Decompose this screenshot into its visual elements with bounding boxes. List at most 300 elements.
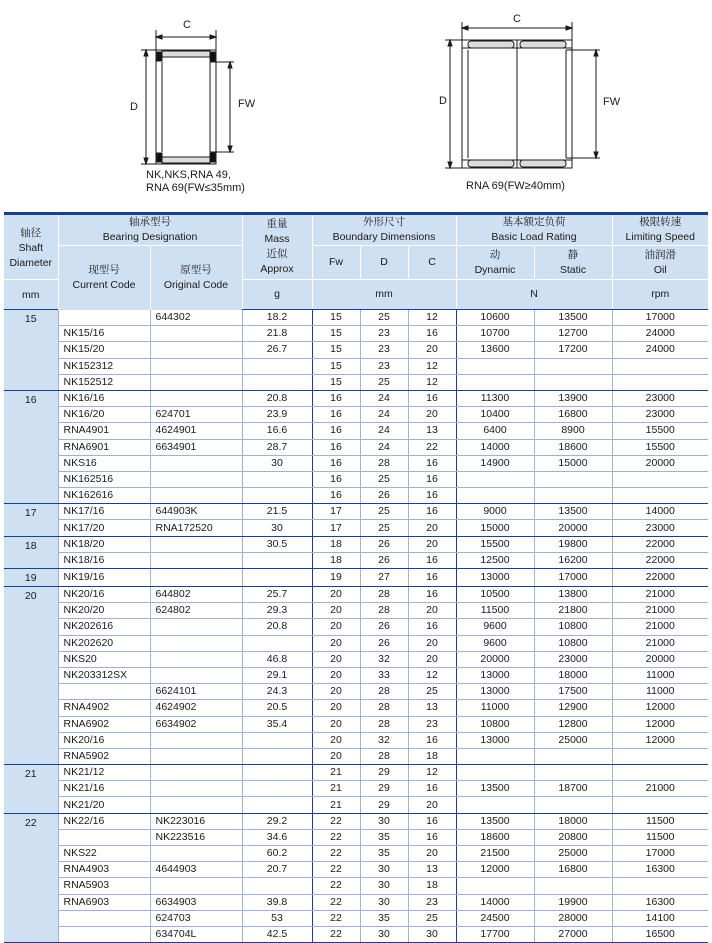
- mass-header-cn2: 近似: [266, 248, 288, 260]
- shaft-diameter-cell: 22: [4, 813, 58, 943]
- shaft-diameter-cell: 19: [4, 569, 58, 587]
- dynamic-load-cell: 14000: [456, 439, 534, 455]
- c-cell: 12: [408, 374, 456, 390]
- table-row: [4, 310, 708, 326]
- fw-cell: 15: [312, 326, 360, 342]
- mass-cell: 26.7: [242, 342, 312, 358]
- mass-cell: 29.1: [242, 667, 312, 683]
- oil-speed-cell: [612, 488, 708, 504]
- table-row: [4, 894, 708, 910]
- shaft-diameter-cell: 21: [4, 765, 58, 814]
- mass-cell: [242, 797, 312, 813]
- d-cell: 28: [360, 455, 408, 471]
- current-code-cell: RNA5903: [58, 878, 150, 894]
- static-load-cell: 10800: [534, 619, 612, 635]
- current-code-cell: [58, 829, 150, 845]
- left-dim-fw: FW: [238, 98, 256, 110]
- d-cell: 35: [360, 829, 408, 845]
- static-load-cell: 13900: [534, 390, 612, 406]
- current-code-cell: RNA4902: [58, 700, 150, 716]
- c-cell: 16: [408, 390, 456, 406]
- c-cell: 16: [408, 569, 456, 587]
- fw-cell: 22: [312, 829, 360, 845]
- oil-speed-cell: 21000: [612, 587, 708, 603]
- static-load-cell: 16800: [534, 862, 612, 878]
- fw-cell: 19: [312, 569, 360, 587]
- dynamic-load-cell: 13500: [456, 813, 534, 829]
- fw-cell: 22: [312, 910, 360, 926]
- static-load-cell: 10800: [534, 635, 612, 651]
- table-row: [4, 374, 708, 390]
- fw-cell: 20: [312, 635, 360, 651]
- mass-header-en2: Approx: [260, 263, 294, 275]
- speed-unit: rpm: [612, 280, 708, 310]
- oil-speed-cell: 11000: [612, 684, 708, 700]
- right-dim-c: C: [513, 13, 521, 25]
- static-load-cell: 13500: [534, 310, 612, 326]
- original-code-cell: [150, 748, 242, 764]
- original-code-cell: [150, 358, 242, 374]
- fw-cell: 15: [312, 342, 360, 358]
- d-cell: 29: [360, 765, 408, 781]
- c-cell: 16: [408, 829, 456, 845]
- c-cell: 20: [408, 520, 456, 536]
- static-load-cell: [534, 797, 612, 813]
- c-cell: 16: [408, 619, 456, 635]
- table-row: [4, 407, 708, 423]
- static-header-en: Static: [559, 263, 587, 276]
- original-code-cell: 624703: [150, 910, 242, 926]
- table-row: [4, 797, 708, 813]
- c-cell: 23: [408, 894, 456, 910]
- original-code-cell: [150, 536, 242, 552]
- oil-speed-cell: 17000: [612, 310, 708, 326]
- d-cell: 23: [360, 358, 408, 374]
- oil-speed-cell: 16300: [612, 862, 708, 878]
- c-cell: 20: [408, 846, 456, 862]
- shaft-header-en2: Diameter: [9, 256, 53, 269]
- static-load-cell: 16200: [534, 552, 612, 568]
- c-cell: 20: [408, 797, 456, 813]
- mass-cell: 46.8: [242, 651, 312, 667]
- oil-speed-cell: [612, 797, 708, 813]
- original-code-cell: [150, 569, 242, 587]
- dynamic-load-cell: [456, 878, 534, 894]
- oil-speed-cell: 23000: [612, 520, 708, 536]
- c-cell: 16: [408, 455, 456, 471]
- c-cell: 18: [408, 878, 456, 894]
- c-cell: 30: [408, 926, 456, 942]
- fw-cell: 17: [312, 520, 360, 536]
- table-row: [4, 439, 708, 455]
- d-cell: 26: [360, 552, 408, 568]
- current-code-cell: NK202620: [58, 635, 150, 651]
- fw-cell: 20: [312, 716, 360, 732]
- oil-speed-cell: 23000: [612, 407, 708, 423]
- fw-cell: 18: [312, 552, 360, 568]
- fw-cell: 15: [312, 374, 360, 390]
- fw-cell: 20: [312, 748, 360, 764]
- oil-speed-cell: 22000: [612, 536, 708, 552]
- d-cell: 32: [360, 651, 408, 667]
- mass-cell: 24.3: [242, 684, 312, 700]
- current-header-cn: 现型号: [88, 263, 120, 276]
- d-cell: 28: [360, 700, 408, 716]
- original-code-cell: [150, 471, 242, 487]
- current-code-cell: NK152512: [58, 374, 150, 390]
- static-load-cell: 12900: [534, 700, 612, 716]
- static-load-cell: 28000: [534, 910, 612, 926]
- fw-cell: 21: [312, 781, 360, 797]
- static-load-cell: [534, 374, 612, 390]
- fw-cell: 21: [312, 797, 360, 813]
- original-code-cell: RNA172520: [150, 520, 242, 536]
- current-code-cell: NK20/20: [58, 603, 150, 619]
- mass-cell: 30: [242, 455, 312, 471]
- dynamic-load-cell: 10700: [456, 326, 534, 342]
- table-row: [4, 504, 708, 520]
- dynamic-load-cell: 13000: [456, 569, 534, 587]
- fw-header: Fw: [312, 246, 360, 280]
- boundary-unit: mm: [312, 280, 456, 310]
- static-load-cell: 20000: [534, 520, 612, 536]
- original-code-cell: [150, 651, 242, 667]
- current-code-cell: NK20/16: [58, 587, 150, 603]
- mass-cell: [242, 732, 312, 748]
- oil-speed-cell: 15500: [612, 439, 708, 455]
- static-header: [534, 246, 612, 280]
- fw-cell: 20: [312, 603, 360, 619]
- table-row: [4, 569, 708, 587]
- oil-speed-cell: 20000: [612, 455, 708, 471]
- bearing-drawings: [0, 0, 712, 210]
- table-row: [4, 326, 708, 342]
- fw-cell: 16: [312, 471, 360, 487]
- original-code-cell: NK223016: [150, 813, 242, 829]
- c-cell: 16: [408, 732, 456, 748]
- current-code-cell: [58, 910, 150, 926]
- c-cell: 13: [408, 700, 456, 716]
- d-cell: 26: [360, 488, 408, 504]
- fw-cell: 16: [312, 423, 360, 439]
- static-load-cell: 27000: [534, 926, 612, 942]
- oil-speed-cell: [612, 748, 708, 764]
- fw-cell: 16: [312, 439, 360, 455]
- current-code-cell: NK21/12: [58, 765, 150, 781]
- c-cell: 13: [408, 862, 456, 878]
- current-code-cell: NK152312: [58, 358, 150, 374]
- current-code-cell: [58, 684, 150, 700]
- mass-cell: 53: [242, 910, 312, 926]
- dynamic-load-cell: 6400: [456, 423, 534, 439]
- table-row: [4, 536, 708, 552]
- fw-cell: 22: [312, 846, 360, 862]
- original-code-cell: 624802: [150, 603, 242, 619]
- d-cell: 26: [360, 536, 408, 552]
- speed-header-en: Limiting Speed: [625, 231, 695, 243]
- spec-table-body: [4, 310, 708, 943]
- mass-header-en1: Mass: [264, 233, 290, 245]
- table-row: [4, 910, 708, 926]
- original-code-cell: 624701: [150, 407, 242, 423]
- load-unit: N: [456, 280, 612, 310]
- shaft-diameter-cell: 18: [4, 536, 58, 568]
- fw-cell: 20: [312, 667, 360, 683]
- current-code-header: [58, 246, 150, 310]
- current-code-cell: RNA6901: [58, 439, 150, 455]
- current-code-cell: RNA4903: [58, 862, 150, 878]
- shaft-diameter-cell: 16: [4, 390, 58, 503]
- current-code-cell: NK162616: [58, 488, 150, 504]
- current-code-cell: NK162516: [58, 471, 150, 487]
- dynamic-load-cell: 17700: [456, 926, 534, 942]
- original-code-cell: 6634902: [150, 716, 242, 732]
- mass-cell: 29.2: [242, 813, 312, 829]
- dynamic-header-en: Dynamic: [474, 263, 516, 276]
- dynamic-load-cell: [456, 765, 534, 781]
- boundary-header-en: Boundary Dimensions: [332, 231, 436, 243]
- static-load-cell: 18000: [534, 813, 612, 829]
- d-cell: 30: [360, 878, 408, 894]
- mass-cell: 20.8: [242, 390, 312, 406]
- table-row: [4, 781, 708, 797]
- static-load-cell: [534, 748, 612, 764]
- fw-cell: 22: [312, 894, 360, 910]
- dynamic-load-cell: 21500: [456, 846, 534, 862]
- limiting-speed-header: [612, 214, 708, 246]
- oil-speed-cell: 22000: [612, 569, 708, 587]
- oil-speed-cell: 11000: [612, 667, 708, 683]
- original-code-cell: [150, 635, 242, 651]
- static-load-cell: [534, 878, 612, 894]
- original-code-cell: [150, 732, 242, 748]
- right-bearing-drawing: [445, 22, 600, 168]
- mass-cell: 20.7: [242, 862, 312, 878]
- static-load-cell: 25000: [534, 846, 612, 862]
- d-cell: 29: [360, 797, 408, 813]
- dynamic-load-cell: 9000: [456, 504, 534, 520]
- d-cell: 24: [360, 390, 408, 406]
- static-load-cell: 19900: [534, 894, 612, 910]
- fw-cell: 22: [312, 926, 360, 942]
- static-load-cell: 18600: [534, 439, 612, 455]
- mass-cell: 60.2: [242, 846, 312, 862]
- oil-speed-cell: 14000: [612, 504, 708, 520]
- static-load-cell: 25000: [534, 732, 612, 748]
- oil-header-cn: 油润滑: [644, 248, 677, 261]
- dynamic-load-cell: [456, 488, 534, 504]
- c-cell: 16: [408, 326, 456, 342]
- original-code-cell: 4644903: [150, 862, 242, 878]
- table-row: [4, 716, 708, 732]
- current-code-cell: NKS20: [58, 651, 150, 667]
- bearing-header-cn: 轴承型号: [129, 216, 171, 228]
- table-row: [4, 926, 708, 942]
- fw-cell: 17: [312, 504, 360, 520]
- oil-speed-cell: 21000: [612, 635, 708, 651]
- dynamic-load-cell: 13000: [456, 667, 534, 683]
- fw-cell: 15: [312, 358, 360, 374]
- fw-cell: 20: [312, 651, 360, 667]
- c-cell: 16: [408, 781, 456, 797]
- static-header-cn: 静: [567, 248, 579, 261]
- mass-cell: 34.6: [242, 829, 312, 845]
- original-code-cell: 6634903: [150, 894, 242, 910]
- table-row: [4, 684, 708, 700]
- d-cell: 28: [360, 748, 408, 764]
- dynamic-load-cell: 15000: [456, 520, 534, 536]
- mass-cell: 23.9: [242, 407, 312, 423]
- c-cell: 16: [408, 471, 456, 487]
- oil-speed-cell: 24000: [612, 326, 708, 342]
- dynamic-load-cell: 15500: [456, 536, 534, 552]
- left-dim-c: C: [183, 19, 191, 31]
- c-cell: 12: [408, 765, 456, 781]
- current-code-cell: NK15/16: [58, 326, 150, 342]
- table-row: [4, 829, 708, 845]
- shaft-diameter-cell: 17: [4, 504, 58, 536]
- fw-cell: 16: [312, 488, 360, 504]
- oil-speed-cell: [612, 878, 708, 894]
- d-cell: 25: [360, 374, 408, 390]
- mass-cell: 35.4: [242, 716, 312, 732]
- fw-cell: 20: [312, 732, 360, 748]
- dynamic-load-cell: [456, 748, 534, 764]
- d-cell: 23: [360, 342, 408, 358]
- original-code-cell: [150, 455, 242, 471]
- mass-cell: 16.6: [242, 423, 312, 439]
- table-row: [4, 862, 708, 878]
- original-code-header: [150, 246, 242, 310]
- mass-cell: [242, 781, 312, 797]
- original-code-cell: 4624902: [150, 700, 242, 716]
- original-code-cell: 644903K: [150, 504, 242, 520]
- current-code-cell: [58, 926, 150, 942]
- d-cell: 25: [360, 310, 408, 326]
- mass-cell: 30: [242, 520, 312, 536]
- oil-speed-cell: [612, 471, 708, 487]
- left-caption-line2: RNA 69(FW≤35mm): [146, 182, 245, 194]
- fw-cell: 20: [312, 587, 360, 603]
- table-row: [4, 732, 708, 748]
- d-cell: 27: [360, 569, 408, 587]
- original-code-cell: [150, 342, 242, 358]
- original-code-cell: 644302: [150, 310, 242, 326]
- current-code-cell: NK202616: [58, 619, 150, 635]
- current-code-cell: NK17/16: [58, 504, 150, 520]
- oil-speed-cell: 16300: [612, 894, 708, 910]
- fw-cell: 20: [312, 619, 360, 635]
- static-load-cell: [534, 488, 612, 504]
- mass-cell: 21.5: [242, 504, 312, 520]
- oil-speed-cell: 12000: [612, 700, 708, 716]
- c-cell: 18: [408, 748, 456, 764]
- mass-cell: 42.5: [242, 926, 312, 942]
- table-row: [4, 423, 708, 439]
- table-row: [4, 552, 708, 568]
- d-cell: 33: [360, 667, 408, 683]
- d-cell: 29: [360, 781, 408, 797]
- oil-speed-cell: 12000: [612, 716, 708, 732]
- original-code-cell: [150, 667, 242, 683]
- mass-cell: 28.7: [242, 439, 312, 455]
- current-code-cell: NK21/20: [58, 797, 150, 813]
- d-cell: 30: [360, 862, 408, 878]
- current-code-cell: NK19/16: [58, 569, 150, 587]
- c-cell: 20: [408, 536, 456, 552]
- table-row: [4, 358, 708, 374]
- oil-speed-cell: 21000: [612, 781, 708, 797]
- current-code-cell: RNA5902: [58, 748, 150, 764]
- fw-cell: 20: [312, 700, 360, 716]
- original-code-cell: 4624901: [150, 423, 242, 439]
- shaft-diameter-cell: 20: [4, 587, 58, 765]
- c-cell: 25: [408, 684, 456, 700]
- mass-cell: [242, 488, 312, 504]
- original-code-cell: 644802: [150, 587, 242, 603]
- c-cell: 16: [408, 552, 456, 568]
- dynamic-load-cell: 13600: [456, 342, 534, 358]
- oil-speed-cell: 12000: [612, 732, 708, 748]
- dynamic-load-cell: 13500: [456, 781, 534, 797]
- mass-cell: [242, 471, 312, 487]
- original-code-cell: [150, 619, 242, 635]
- mass-cell: 30.5: [242, 536, 312, 552]
- oil-header: [612, 246, 708, 280]
- c-cell: 12: [408, 358, 456, 374]
- mass-header: [242, 214, 312, 280]
- dynamic-load-cell: 10600: [456, 310, 534, 326]
- c-cell: 20: [408, 603, 456, 619]
- mass-cell: [242, 374, 312, 390]
- d-cell: 24: [360, 439, 408, 455]
- c-cell: 23: [408, 716, 456, 732]
- d-cell: 26: [360, 619, 408, 635]
- mass-cell: [242, 552, 312, 568]
- bearing-spec-table: [4, 212, 708, 943]
- mass-cell: 18.2: [242, 310, 312, 326]
- table-row: [4, 667, 708, 683]
- original-header-en: Original Code: [163, 278, 229, 291]
- right-caption: RNA 69(FW≥40mm): [466, 180, 565, 192]
- current-code-cell: NK20/16: [58, 732, 150, 748]
- original-code-cell: 6634901: [150, 439, 242, 455]
- mass-cell: 20.5: [242, 700, 312, 716]
- c-cell: 22: [408, 439, 456, 455]
- mass-cell: 20.8: [242, 619, 312, 635]
- shaft-header-en1: Shaft: [18, 241, 44, 254]
- d-cell: 25: [360, 504, 408, 520]
- oil-speed-cell: 21000: [612, 619, 708, 635]
- boundary-dimensions-header: [312, 214, 456, 246]
- table-row: [4, 455, 708, 471]
- table-row: [4, 700, 708, 716]
- static-load-cell: 15000: [534, 455, 612, 471]
- c-cell: 13: [408, 423, 456, 439]
- mass-cell: [242, 569, 312, 587]
- static-load-cell: 13500: [534, 504, 612, 520]
- dynamic-load-cell: 13000: [456, 732, 534, 748]
- table-row: [4, 488, 708, 504]
- speed-header-cn: 极限转速: [639, 216, 682, 228]
- dynamic-load-cell: 14000: [456, 894, 534, 910]
- d-cell: 25: [360, 471, 408, 487]
- dynamic-load-cell: 14900: [456, 455, 534, 471]
- bearing-header-en: Bearing Designation: [102, 231, 198, 243]
- oil-speed-cell: 22000: [612, 552, 708, 568]
- original-code-cell: [150, 781, 242, 797]
- original-code-cell: [150, 765, 242, 781]
